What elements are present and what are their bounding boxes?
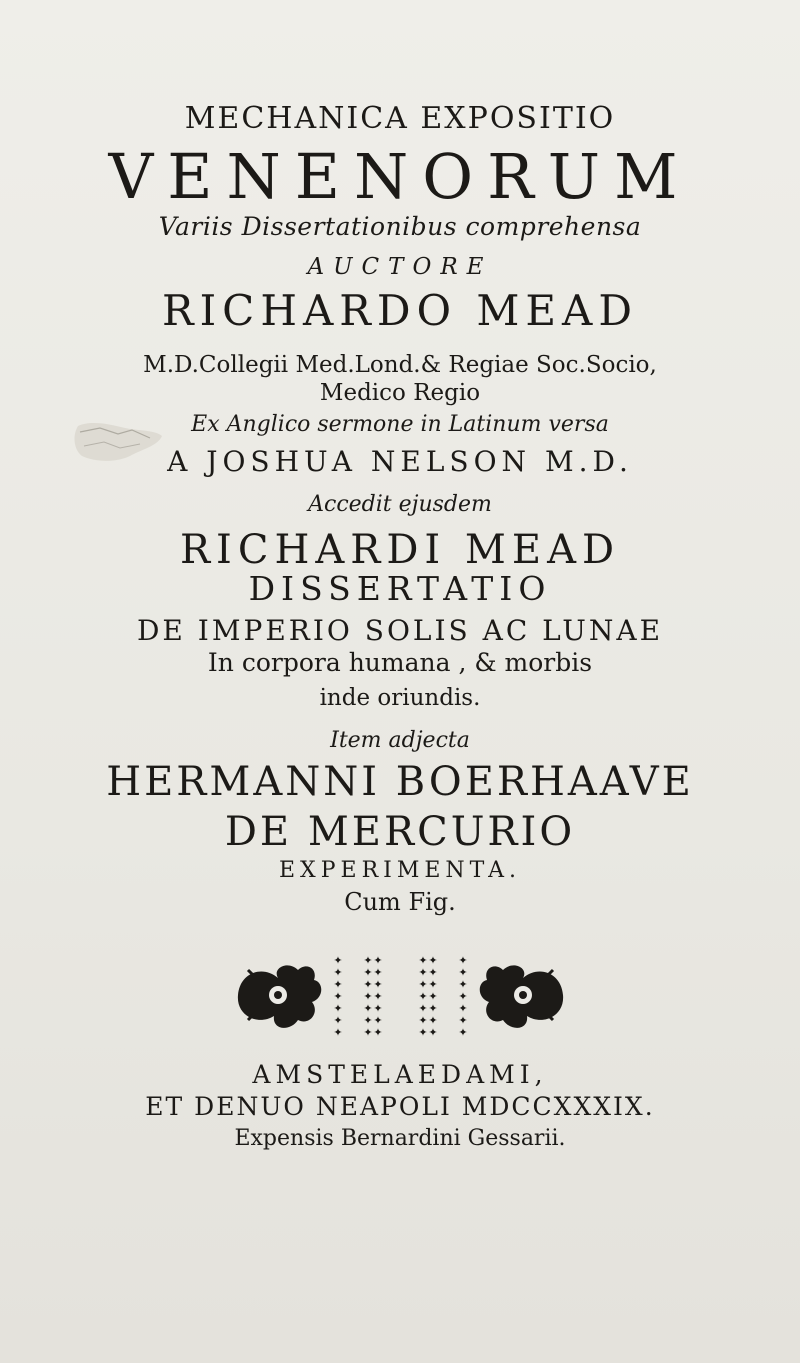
paper-stain <box>70 416 165 468</box>
cum-fig-label: Cum Fig. <box>344 888 456 916</box>
author-title: Medico Regio <box>319 380 481 406</box>
subtitle-dissertationibus: Variis Dissertationibus comprehensa <box>158 212 642 241</box>
svg-text:✦: ✦ <box>418 1026 428 1039</box>
svg-text:✦: ✦ <box>363 990 373 1003</box>
svg-text:✦: ✦ <box>458 954 468 967</box>
svg-text:✦: ✦ <box>333 978 343 991</box>
svg-text:✦: ✦ <box>418 990 428 1003</box>
svg-text:✦: ✦ <box>363 1026 373 1039</box>
svg-text:✦: ✦ <box>428 978 438 991</box>
svg-text:✦: ✦ <box>373 990 383 1003</box>
svg-text:✦: ✦ <box>458 1014 468 1027</box>
svg-text:✦: ✦ <box>363 1002 373 1015</box>
svg-text:✦: ✦ <box>418 1002 428 1015</box>
imprint-reprint: ET DENUO NEAPOLI MDCCXXXIX. <box>145 1092 655 1121</box>
svg-text:✦: ✦ <box>333 966 343 979</box>
svg-text:✦: ✦ <box>418 954 428 967</box>
svg-text:✦: ✦ <box>428 1026 438 1039</box>
svg-text:✦: ✦ <box>418 966 428 979</box>
printers-ornament-icon <box>228 950 573 1040</box>
dissertatio-subtitle-1: In corpora humana , & morbis <box>207 648 593 677</box>
de-mercurio-heading: DE MERCURIO <box>224 809 576 855</box>
svg-text:✦: ✦ <box>333 1014 343 1027</box>
dissertatio-title: DE IMPERIO SOLIS AC LUNAE <box>136 614 664 647</box>
svg-text:✦: ✦ <box>373 978 383 991</box>
boerhaave-name: HERMANNI BOERHAAVE <box>106 759 694 805</box>
svg-text:✦: ✦ <box>373 966 383 979</box>
svg-text:✦: ✦ <box>428 1014 438 1027</box>
svg-text:✦: ✦ <box>428 966 438 979</box>
svg-text:✦: ✦ <box>458 978 468 991</box>
imprint-city: AMSTELAEDAMI, <box>252 1060 548 1089</box>
svg-text:✦: ✦ <box>428 990 438 1003</box>
svg-text:✦: ✦ <box>333 990 343 1003</box>
svg-text:✦: ✦ <box>373 1002 383 1015</box>
svg-text:✦: ✦ <box>333 1026 343 1039</box>
experimenta-label: EXPERIMENTA. <box>278 858 522 883</box>
imprint-publisher: Expensis Bernardini Gessarii. <box>234 1126 566 1151</box>
item-adjecta-label: Item adjecta <box>330 728 470 753</box>
svg-text:✦: ✦ <box>418 978 428 991</box>
translator-name: A JOSHUA NELSON M.D. <box>167 445 633 478</box>
svg-text:✦: ✦ <box>373 1026 383 1039</box>
author-name: RICHARDO MEAD <box>161 286 639 335</box>
svg-text:✦: ✦ <box>458 1002 468 1015</box>
svg-text:✦: ✦ <box>363 978 373 991</box>
accedit-label: Accedit ejusdem <box>308 492 492 517</box>
svg-text:✦: ✦ <box>458 990 468 1003</box>
svg-text:✦: ✦ <box>373 1014 383 1027</box>
svg-text:✦: ✦ <box>363 1014 373 1027</box>
svg-text:✦: ✦ <box>363 966 373 979</box>
svg-text:✦: ✦ <box>363 954 373 967</box>
svg-text:✦: ✦ <box>428 1002 438 1015</box>
svg-text:✦: ✦ <box>458 1026 468 1039</box>
title-line-mechanica: MECHANICA EXPOSITIO <box>184 101 616 136</box>
svg-text:✦: ✦ <box>428 954 438 967</box>
svg-text:✦: ✦ <box>458 966 468 979</box>
title-line-venenorum: VENENORUM <box>108 140 692 213</box>
auctore-label: AUCTORE <box>307 254 493 280</box>
svg-text:✦: ✦ <box>333 954 343 967</box>
translation-note: Ex Anglico sermone in Latinum versa <box>191 412 609 437</box>
svg-text:✦: ✦ <box>373 954 383 967</box>
dissertatio-subtitle-2: inde oriundis. <box>319 685 481 711</box>
second-author-name: RICHARDI MEAD <box>179 527 621 573</box>
author-credentials: M.D.Collegii Med.Lond.& Regiae Soc.Socio, <box>143 352 657 378</box>
svg-text:✦: ✦ <box>333 1002 343 1015</box>
dissertatio-heading: DISSERTATIO <box>248 569 552 608</box>
svg-text:✦: ✦ <box>418 1014 428 1027</box>
